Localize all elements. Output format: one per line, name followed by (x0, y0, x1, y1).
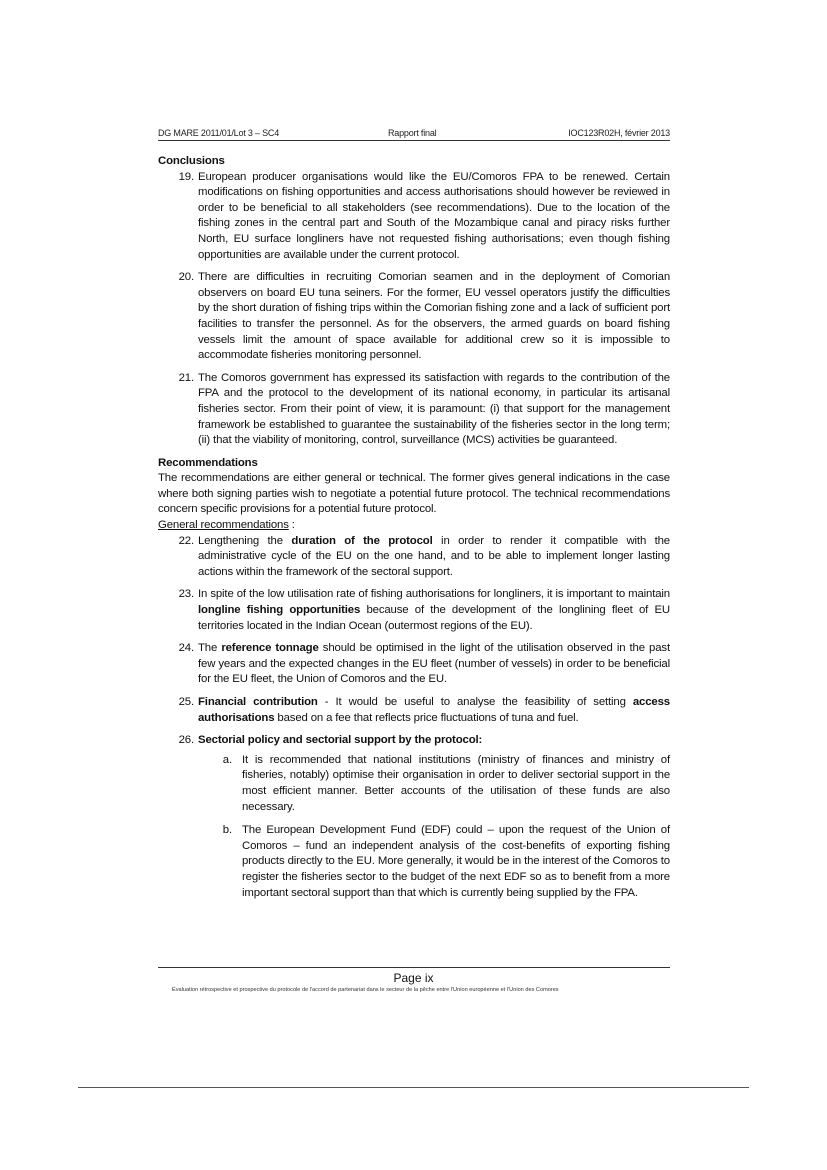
list-item (158, 534, 670, 581)
bold-phrase: access authorisations (198, 696, 670, 724)
item-number: 19. (178, 170, 194, 183)
conclusions-heading: Conclusions (158, 155, 225, 167)
list-item (158, 371, 670, 449)
item-text: The reference tonnage should be optimised in the light of the utilisation observed in the past few years and the expected changes in the EU fleet (number of vessels) in order to be beneficial for the EU fleet, the Union of Comoros and the EU. (198, 642, 670, 686)
recommendations-heading: Recommendations (158, 456, 258, 469)
item-title: Sectorial policy and sectorial support by the protocol: (198, 734, 483, 747)
page-bottom-divider (78, 1087, 749, 1088)
general-heading-suffix: : (288, 519, 295, 532)
list-item (158, 587, 670, 634)
header-divider (158, 140, 670, 141)
item-text: Financial contribution - It would be useful to analyse the feasibility of setting access authorisations based on a fee that reflects price fluctuations of tuna and fuel. (198, 696, 670, 724)
list-item (158, 695, 670, 726)
list-item (158, 170, 670, 264)
item-number: 23. (178, 588, 194, 601)
item-number: 20. (178, 271, 194, 284)
item-text: There are difficulties in recruiting Comorian seamen and in the deployment of Comorian observers on board EU tuna seiners. For the former, EU vessel operators justify the difficulties by the short duration of fishing trips within the Comorian fishing zone and a lack of sufficient port facilities to transfer the personnel. As for the observers, the armed guards on board fishing vessels limit the amount of space available for additional crew so it is impossible to accommodate fisheries monitoring personnel. (198, 271, 670, 362)
sub-list-item (198, 753, 670, 815)
item-number: 26. (178, 734, 194, 747)
sub-item-text: The European Development Fund (EDF) could – upon the request of the Union of Comoros – fund an independent analysis of the cost-benefits of exporting fishing products directly to the EU. More generally, it would be in the interest of the Comoros to register the fisheries sector to the budget of the next EDF so as to benefit from a more important sectoral support than that which is currently being supplied by the FPA. (242, 824, 670, 899)
item-text: The Comoros government has expressed its satisfaction with regards to the contribution of the FPA and the protocol to the development of its national economy, in particular its artisanal fisheries sector. From their point of view, it is paramount: (i) that support for the management framework be established to guarantee the sustainability of the fisheries sector in the long term; (ii) that the viability of monitoring, control, surveillance (MCS) activities be guaranteed. (198, 371, 670, 447)
sub-item-text: It is recommended that national institutions (ministry of finances and ministry of fisheries, notably) optimise their organisation in order to deliver sectorial support in the most efficient manner. Better accounts of the utilisation of these funds are also necessary. (242, 753, 670, 813)
item-text: In spite of the low utilisation rate of fishing authorisations for longliners, it is important to maintain longline fishing opportunities because of the development of the longlining fleet of EU territories located in the Indian Ocean (outermost regions of the EU). (198, 588, 670, 632)
bold-phrase: longline fishing opportunities (198, 604, 361, 617)
item-text: European producer organisations would like the EU/Comoros FPA to be renewed. Certain modifications on fishing opportunities and access authorisations should however be reviewed in order to be beneficial to all stakeholders (see recommendations). Due to the location of the fishing zones in the central part and South of the Mozambique canal and piracy risks further North, EU surface longliners have not requested fishing authorisations; even though fishing opportunities are available under the current protocol. (198, 170, 670, 261)
bold-phrase: duration of the protocol (291, 534, 433, 547)
list-item (158, 641, 670, 688)
header-left: DG MARE 2011/01/Lot 3 – SC4 (158, 128, 279, 138)
item-text: Lengthening the duration of the protocol in order to render it compatible with the administrative cycle of the EU on the one hand, and to be able to implement longer lasting actions within the framework of the sectoral support. (198, 534, 670, 578)
item-number: 21. (178, 371, 194, 384)
sub-list-item (198, 823, 670, 901)
footer-note: Évaluation rétrospective et prospective du protocole de l'accord de partenariat dans le secteur de la pêche entre l'Union européenne et l'Union des Comores (172, 987, 559, 993)
item-number: 22. (178, 534, 194, 547)
sub-item-label: a. (222, 753, 232, 766)
bold-phrase: Financial contribution (198, 696, 318, 708)
list-item (158, 733, 670, 749)
recommendations-intro: The recommendations are either general or technical. The former gives general indications in the case where both signing parties wish to negotiate a potential future protocol. The technical recommendations concern specific provisions for a potential future protocol. (158, 472, 670, 516)
document-body (158, 154, 670, 909)
header-right: IOC123R02H, février 2013 (568, 128, 670, 138)
sub-item-label: b. (222, 824, 232, 837)
general-recommendations-heading (158, 518, 670, 534)
page-number: Page ix (393, 971, 434, 985)
list-item (158, 270, 670, 364)
item-number: 24. (178, 642, 194, 655)
general-heading-text: General recommendations (158, 519, 289, 532)
bold-phrase: reference tonnage (221, 642, 319, 655)
item-number: 25. (178, 696, 194, 708)
footer-divider (158, 967, 670, 968)
header-center: Rapport final (388, 128, 437, 138)
